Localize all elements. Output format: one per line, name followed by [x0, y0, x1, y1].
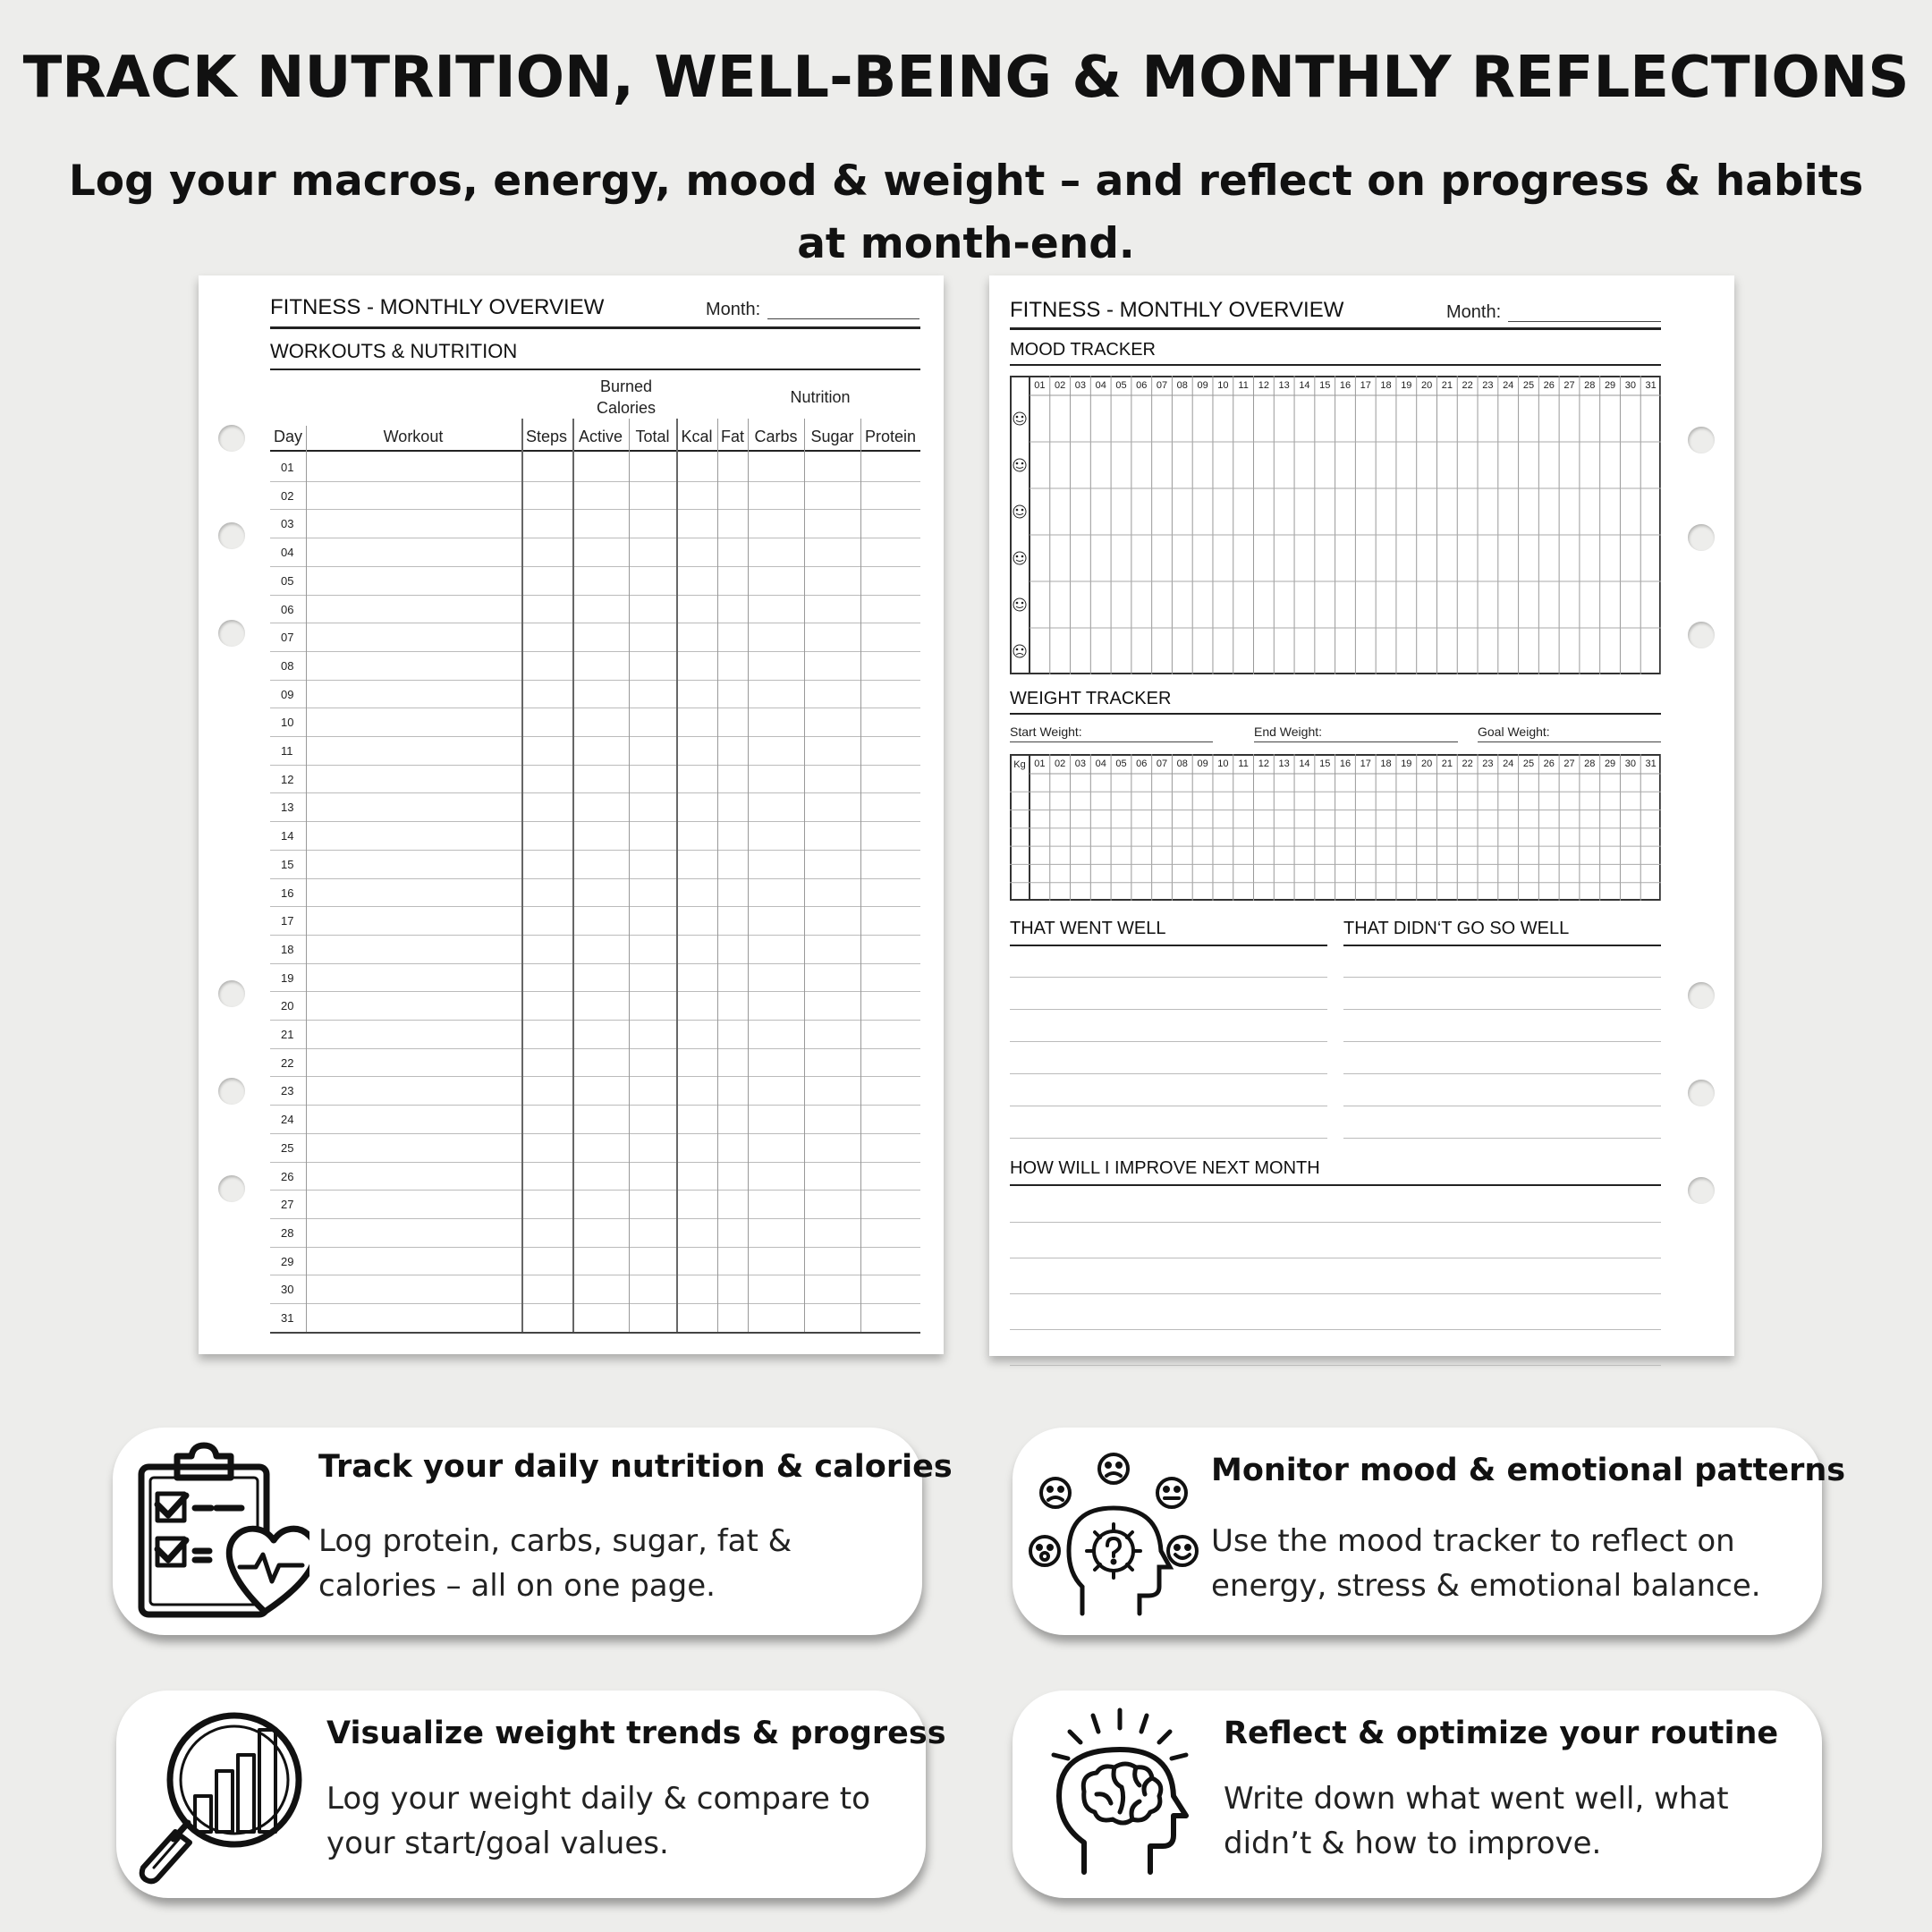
day-header: 28 — [1584, 758, 1596, 769]
column-divider — [748, 419, 749, 1332]
column-divider — [860, 419, 861, 1332]
writing-line[interactable] — [1010, 1365, 1661, 1366]
day-header: 26 — [1543, 758, 1555, 769]
title-rule — [1010, 327, 1661, 330]
day-header: 21 — [1441, 380, 1453, 391]
table-row[interactable] — [308, 821, 920, 850]
day-header: 22 — [1462, 758, 1473, 769]
day-header: 04 — [1095, 758, 1106, 769]
day-header: 20 — [1420, 380, 1433, 391]
month-field-line[interactable] — [1508, 321, 1661, 322]
goal-weight-label: Goal Weight: — [1478, 724, 1550, 739]
day-header: 29 — [1604, 380, 1616, 391]
column-divider — [717, 419, 718, 1332]
day-number: 28 — [281, 1225, 294, 1240]
column-divider — [629, 419, 630, 1332]
day-header: 11 — [1238, 758, 1249, 769]
feature-title: Reflect & optimize your routine — [1224, 1716, 1779, 1751]
feature-title: Track your daily nutrition & calories — [318, 1449, 953, 1485]
writing-line[interactable] — [1010, 1293, 1661, 1294]
row-divider — [270, 1332, 920, 1334]
feature-card-reflect — [1013, 1690, 1822, 1898]
table-row[interactable] — [308, 1190, 920, 1218]
column-divider — [306, 426, 307, 1332]
feature-body: Log your weight daily & compare to your start/goal values. — [326, 1781, 870, 1861]
binder-hole — [218, 1078, 245, 1105]
day-number: 05 — [281, 573, 294, 588]
day-header: 07 — [1156, 758, 1168, 769]
start-weight-line[interactable] — [1010, 741, 1213, 742]
didnt-go-well-title: THAT DIDN‘T GO SO WELL — [1343, 919, 1570, 938]
table-row[interactable] — [308, 708, 920, 736]
day-header: 30 — [1624, 758, 1636, 769]
mood-head-icon — [1029, 1453, 1199, 1623]
day-number: 09 — [281, 687, 294, 701]
month-field-line[interactable] — [767, 318, 919, 319]
writing-line[interactable] — [1010, 1009, 1327, 1010]
col-header-fat: Fat — [720, 428, 744, 445]
table-row[interactable] — [308, 1162, 920, 1191]
table-row[interactable] — [308, 651, 920, 680]
day-header: 23 — [1482, 380, 1494, 391]
goal-weight-line[interactable] — [1478, 741, 1661, 742]
col-header-carbs: Carbs — [754, 428, 798, 445]
writing-line[interactable] — [1343, 1041, 1661, 1042]
workouts-nutrition-sheet — [199, 275, 944, 1354]
writing-line[interactable] — [1010, 1329, 1661, 1330]
day-header: 03 — [1074, 758, 1087, 769]
day-header: 19 — [1401, 380, 1412, 391]
table-row[interactable] — [308, 1076, 920, 1105]
column-divider — [521, 419, 523, 1332]
day-header: 05 — [1115, 380, 1127, 391]
section-title: WORKOUTS & NUTRITION — [270, 340, 518, 362]
day-header: 19 — [1401, 758, 1412, 769]
feature-card-nutrition — [113, 1428, 953, 1635]
day-header: 21 — [1441, 758, 1453, 769]
start-weight-label: Start Weight: — [1010, 724, 1082, 739]
table-row[interactable] — [308, 878, 920, 907]
table-row[interactable] — [308, 850, 920, 878]
col-header-protein: Protein — [864, 428, 917, 445]
binder-hole — [218, 425, 245, 452]
day-number: 04 — [281, 546, 294, 560]
feature-card-mood — [1013, 1428, 1846, 1635]
day-header: 18 — [1380, 758, 1392, 769]
day-header: 13 — [1278, 758, 1290, 769]
sheet-title: FITNESS - MONTHLY OVERVIEW — [1010, 298, 1344, 322]
day-header: 05 — [1115, 758, 1127, 769]
table-row[interactable] — [308, 453, 920, 481]
writing-line[interactable] — [1343, 1009, 1661, 1010]
table-row[interactable] — [308, 680, 920, 708]
mood-grid-svg[interactable] — [1010, 376, 1661, 674]
improve-rule — [1010, 1184, 1661, 1186]
day-header: 02 — [1055, 380, 1066, 391]
col-header-sugar: Sugar — [810, 428, 854, 445]
table-row[interactable] — [308, 963, 920, 992]
day-header: 22 — [1462, 380, 1473, 391]
table-row[interactable] — [308, 481, 920, 510]
sheet-title: FITNESS - MONTHLY OVERVIEW — [270, 295, 605, 319]
table-row[interactable] — [308, 792, 920, 821]
feature-title: Monitor mood & emotional patterns — [1211, 1453, 1846, 1488]
day-header: 30 — [1624, 380, 1636, 391]
day-header: 27 — [1563, 380, 1575, 391]
day-number: 07 — [281, 631, 294, 645]
table-row[interactable] — [308, 1105, 920, 1133]
month-label: Month: — [1446, 302, 1502, 322]
day-header: 12 — [1258, 758, 1270, 769]
improve-title: HOW WILL I IMPROVE NEXT MONTH — [1010, 1158, 1320, 1178]
writing-line[interactable] — [1010, 977, 1327, 978]
binder-hole — [1688, 1080, 1715, 1106]
day-number: 06 — [281, 602, 294, 616]
day-header: 31 — [1645, 380, 1657, 391]
writing-line[interactable] — [1343, 1138, 1661, 1139]
day-header: 06 — [1136, 758, 1148, 769]
col-header-day: Day — [273, 428, 302, 445]
day-header: 01 — [1034, 380, 1046, 391]
weight-rule — [1010, 713, 1661, 715]
day-header: 25 — [1522, 758, 1535, 769]
day-header: 13 — [1278, 380, 1290, 391]
day-header: 27 — [1563, 758, 1575, 769]
title-rule — [270, 326, 920, 329]
subheadline: Log your macros, energy, mood & weight – and reflect on progress & habits at month-end. — [68, 157, 1864, 268]
day-number: 15 — [281, 857, 294, 871]
day-header: 16 — [1339, 758, 1352, 769]
section-rule — [270, 369, 920, 370]
day-number: 20 — [281, 999, 294, 1013]
day-number: 08 — [281, 658, 294, 673]
day-header: 29 — [1604, 758, 1616, 769]
column-divider — [676, 419, 678, 1332]
binder-hole — [218, 522, 245, 549]
binder-hole — [218, 1175, 245, 1202]
day-header: 20 — [1420, 758, 1433, 769]
feature-body: Use the mood tracker to reflect on energy, stress & emotional balance. — [1211, 1523, 1761, 1604]
group-header-burned-calories: Burned Calories — [596, 377, 657, 417]
day-header: 08 — [1176, 758, 1188, 769]
face-icon — [1013, 505, 1026, 518]
day-number: 25 — [281, 1140, 294, 1155]
column-divider — [572, 419, 574, 1332]
table-row[interactable] — [308, 595, 920, 623]
didnt-go-well-rule — [1343, 945, 1661, 946]
binder-hole — [218, 980, 245, 1007]
table-row[interactable] — [308, 1020, 920, 1048]
feature-card-weight — [116, 1690, 946, 1898]
day-number: 18 — [281, 942, 294, 956]
day-number: 31 — [281, 1311, 294, 1325]
table-row[interactable] — [308, 991, 920, 1020]
col-header-kcal: Kcal — [681, 428, 713, 445]
col-header-workout: Workout — [383, 428, 444, 445]
day-header: 31 — [1645, 758, 1657, 769]
face-icon — [1013, 552, 1026, 564]
table-row[interactable] — [308, 1218, 920, 1247]
writing-line[interactable] — [1010, 1041, 1327, 1042]
col-header-active: Active — [578, 428, 623, 445]
table-row[interactable] — [308, 736, 920, 765]
day-header: 17 — [1360, 758, 1371, 769]
day-header: 11 — [1238, 380, 1249, 391]
table-row[interactable] — [308, 935, 920, 963]
day-number: 17 — [281, 914, 294, 928]
group-header-nutrition: Nutrition — [790, 388, 851, 406]
day-number: 22 — [281, 1055, 294, 1070]
binder-hole — [1688, 982, 1715, 1009]
feature-body: Write down what went well, what didn’t & how to improve. — [1224, 1781, 1729, 1861]
day-header: 25 — [1522, 380, 1535, 391]
weight-grid-svg[interactable] — [1010, 754, 1661, 901]
day-number: 10 — [281, 716, 294, 730]
table-row[interactable] — [308, 1048, 920, 1077]
day-header: 06 — [1136, 380, 1148, 391]
day-header: 18 — [1380, 380, 1392, 391]
mood-tracker-title: MOOD TRACKER — [1010, 340, 1156, 360]
header-rule — [270, 450, 920, 452]
writing-line[interactable] — [1343, 977, 1661, 978]
table-row[interactable] — [308, 1133, 920, 1162]
face-icon — [1013, 412, 1026, 425]
binder-hole — [1688, 427, 1715, 453]
day-header: 23 — [1482, 758, 1494, 769]
day-number: 26 — [281, 1169, 294, 1183]
went-well-title: THAT WENT WELL — [1010, 919, 1166, 938]
binder-hole — [1688, 524, 1715, 551]
writing-line[interactable] — [1343, 1073, 1661, 1074]
day-header: 10 — [1217, 758, 1229, 769]
sad-face-icon — [1013, 645, 1026, 657]
day-number: 21 — [281, 1028, 294, 1041]
column-divider — [804, 419, 805, 1332]
day-header: 14 — [1299, 758, 1310, 769]
table-row[interactable] — [308, 566, 920, 595]
col-header-total: Total — [635, 428, 670, 445]
day-number: 23 — [281, 1084, 294, 1098]
mood-weight-reflection-sheet — [989, 275, 1734, 1356]
day-header: 09 — [1197, 380, 1208, 391]
col-header-steps: Steps — [525, 428, 568, 445]
feature-title: Visualize weight trends & progress — [326, 1716, 946, 1751]
day-header: 09 — [1197, 758, 1208, 769]
went-well-rule — [1010, 945, 1327, 946]
table-row[interactable] — [308, 765, 920, 793]
feature-body: Log protein, carbs, sugar, fat & calories – all on one page. — [318, 1523, 792, 1604]
end-weight-line[interactable] — [1254, 741, 1458, 742]
day-header: 26 — [1543, 380, 1555, 391]
table-row[interactable] — [308, 906, 920, 935]
day-header: 10 — [1217, 380, 1229, 391]
table-row[interactable] — [308, 538, 920, 566]
day-number: 16 — [281, 886, 294, 900]
table-row[interactable] — [308, 1303, 920, 1332]
weight-tracker-title: WEIGHT TRACKER — [1010, 689, 1172, 708]
day-number: 19 — [281, 970, 294, 985]
day-header: 08 — [1176, 380, 1188, 391]
day-number: 27 — [281, 1198, 294, 1212]
day-header: 15 — [1319, 380, 1331, 391]
day-header: 24 — [1503, 380, 1514, 391]
writing-line[interactable] — [1010, 1073, 1327, 1074]
kg-label: Kg — [1013, 759, 1026, 770]
day-header: 16 — [1339, 380, 1352, 391]
day-number: 29 — [281, 1254, 294, 1268]
day-number: 30 — [281, 1283, 294, 1297]
table-row[interactable] — [308, 1247, 920, 1275]
binder-hole — [1688, 622, 1715, 648]
day-header: 07 — [1156, 380, 1168, 391]
day-header: 12 — [1258, 380, 1270, 391]
day-header: 02 — [1055, 758, 1066, 769]
brain-head-icon — [1039, 1707, 1200, 1877]
table-row[interactable] — [308, 623, 920, 651]
day-number: 12 — [281, 772, 294, 786]
face-icon — [1013, 459, 1026, 471]
day-header: 01 — [1034, 758, 1046, 769]
writing-line[interactable] — [1010, 1222, 1661, 1223]
face-icon — [1013, 598, 1026, 611]
day-number: 11 — [281, 744, 293, 758]
day-number: 13 — [281, 801, 294, 815]
day-number: 24 — [281, 1113, 294, 1127]
end-weight-label: End Weight: — [1254, 724, 1323, 739]
day-header: 28 — [1584, 380, 1596, 391]
table-row[interactable] — [308, 509, 920, 538]
day-number: 14 — [281, 829, 294, 843]
day-number: 01 — [281, 461, 294, 474]
day-header: 14 — [1299, 380, 1310, 391]
day-header: 17 — [1360, 380, 1371, 391]
day-header: 24 — [1503, 758, 1514, 769]
day-number: 03 — [281, 517, 294, 531]
table-row[interactable] — [308, 1275, 920, 1303]
day-number: 02 — [281, 488, 294, 503]
mood-rule — [1010, 364, 1661, 366]
day-header: 15 — [1319, 758, 1331, 769]
writing-line[interactable] — [1010, 1138, 1327, 1139]
binder-hole — [1688, 1177, 1715, 1204]
magnifier-chart-icon — [134, 1707, 313, 1885]
headline: TRACK NUTRITION, WELL-BEING & MONTHLY REFLECTIONS — [22, 45, 1910, 111]
clipboard-heart-icon — [131, 1442, 309, 1621]
day-header: 04 — [1095, 380, 1106, 391]
month-label: Month: — [706, 300, 761, 319]
binder-hole — [218, 620, 245, 647]
day-header: 03 — [1074, 380, 1087, 391]
